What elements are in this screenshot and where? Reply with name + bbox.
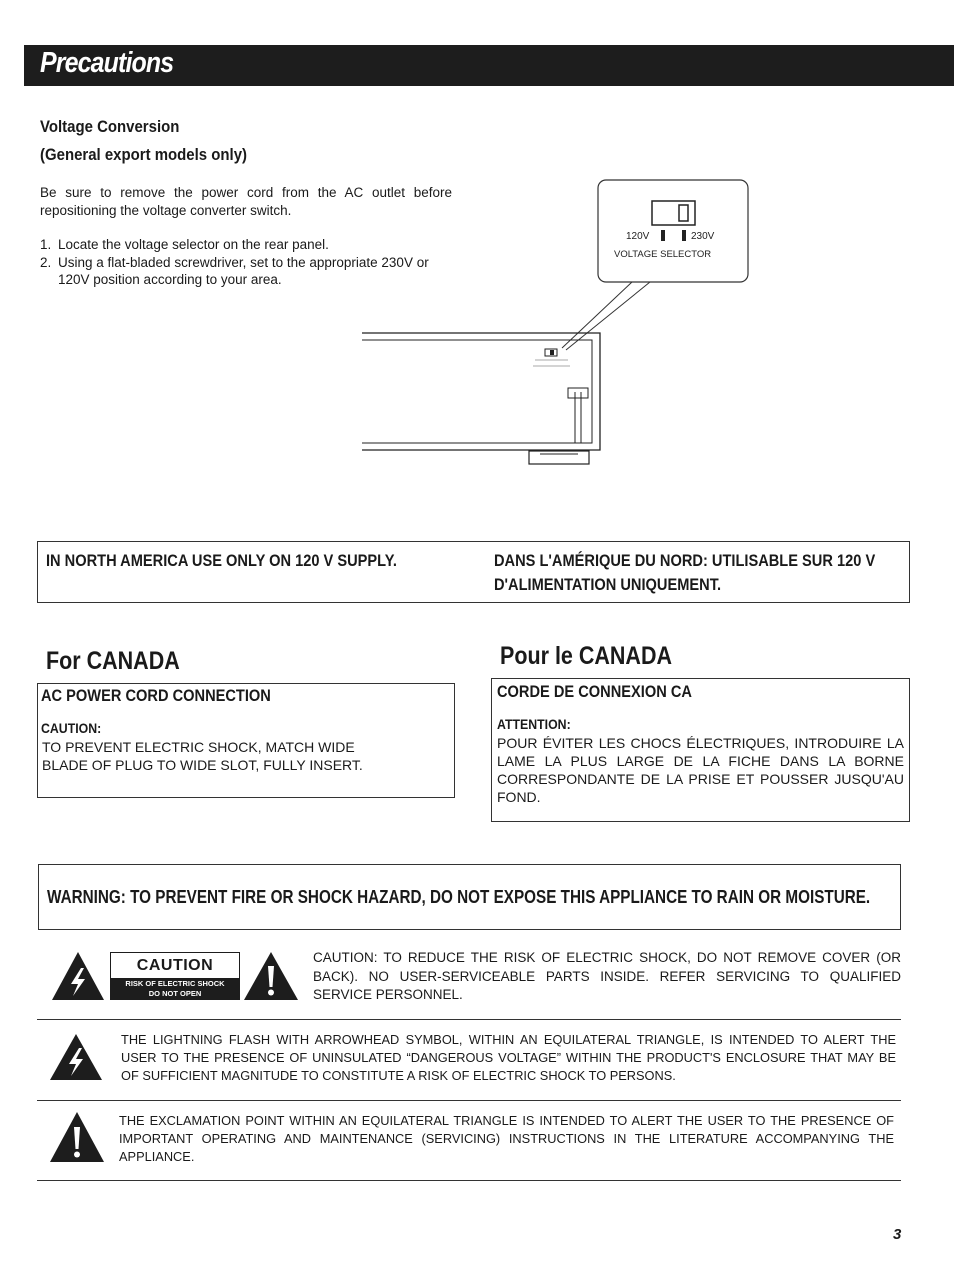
tick-230 <box>682 230 686 241</box>
power-inlet <box>568 388 588 398</box>
voltage-switch-knob <box>679 205 688 221</box>
caution-label-box <box>110 952 240 1000</box>
canada-fr-heading: Pour le CANADA <box>500 642 673 670</box>
divider-1 <box>37 1019 901 1020</box>
step-1-number: 1. <box>40 237 52 252</box>
step-2-number: 2. <box>40 254 52 270</box>
lightning-flash-icon <box>48 1032 104 1082</box>
north-america-en: IN NORTH AMERICA USE ONLY ON 120 V SUPPLY. <box>46 551 397 570</box>
exclamation-text: THE EXCLAMATION POINT WITHIN AN EQUILATERAL TRIANGLE IS INTENDED TO ALERT THE USER TO THE PRESENCE OF IMPORTANT OPERATING AND MAINTENANCE (SERVICING) INSTRUCTIONS IN THE LITERATURE ACCOMPANYING THE APPLIANCE. <box>119 1113 894 1164</box>
label-voltage-selector: VOLTAGE SELECTOR <box>614 249 712 260</box>
page-number: 3 <box>893 1226 902 1243</box>
label-120v: 120V <box>626 231 650 242</box>
callout-pointer <box>562 282 632 348</box>
canada-fr-box-title: CORDE DE CONNEXION CA <box>497 682 692 701</box>
lightning-triangle-icon <box>50 950 106 1002</box>
caution-label-title: CAUTION <box>136 957 214 974</box>
voltage-switch-small-knob <box>550 350 554 355</box>
caution-text: CAUTION: TO REDUCE THE RISK OF ELECTRIC SHOCK, DO NOT REMOVE COVER (OR BACK). NO USER-SERVICEABLE PARTS INSIDE. REFER SERVICING TO QUALIFIED SERVICE PERSONNEL. <box>313 950 901 1002</box>
canada-fr-text: POUR ÉVITER LES CHOCS ÉLECTRIQUES, INTRODUIRE LA LAME LA PLUS LARGE DE LA FICHE DANS LA BORNE CORRESPONDANTE DE LA PRISE ET POUSSER JUSQU'AU FOND. <box>497 735 904 805</box>
tick-120 <box>661 230 665 241</box>
step-2-text: Using a flat-bladed screwdriver, set to the appropriate 230V or 120V position according to your area. <box>58 254 429 287</box>
exclamation-point-icon <box>48 1110 106 1164</box>
voltage-heading-line1: Voltage Conversion <box>40 117 180 136</box>
voltage-heading-line2: (General export models only) <box>40 145 248 164</box>
caution-label-sub1: RISK OF ELECTRIC SHOCK <box>125 979 225 988</box>
canada-en-box-title: AC POWER CORD CONNECTION <box>41 686 271 705</box>
divider-3 <box>37 1180 901 1181</box>
exclamation-triangle-icon <box>242 950 300 1002</box>
canada-en-line2: BLADE OF PLUG TO WIDE SLOT, FULLY INSERT. <box>42 757 363 773</box>
callout-bubble <box>598 180 748 282</box>
unit-outer-outline <box>362 333 600 450</box>
label-230v: 230V <box>691 231 715 242</box>
north-america-fr-line2: D'ALIMENTATION UNIQUEMENT. <box>494 575 722 594</box>
canada-fr-caution-label: ATTENTION: <box>497 716 571 732</box>
unit-foot <box>529 451 589 464</box>
voltage-intro: Be sure to remove the power cord from the AC outlet before repositioning the voltage converter switch. <box>40 185 452 218</box>
rear-panel-diagram <box>340 175 760 470</box>
caution-label-sub2: DO NOT OPEN <box>148 989 202 998</box>
lightning-text: THE LIGHTNING FLASH WITH ARROWHEAD SYMBOL, WITHIN AN EQUILATERAL TRIANGLE, IS INTENDED TO ALERT THE USER TO THE PRESENCE OF UNINSULATED “DANGEROUS VOLTAGE” WITHIN THE PRODUCT'S ENCLOSURE THAT MAY BE OF SUFFICIENT MAGNITUDE TO CONSTITUTE A RISK OF ELECTRIC SHOCK TO PERSONS. <box>121 1032 896 1083</box>
north-america-fr-line1: DANS L'AMÉRIQUE DU NORD: UTILISABLE SUR 120 V <box>494 551 876 570</box>
canada-en-caution-label: CAUTION: <box>41 720 102 736</box>
page-title: Precautions <box>40 47 174 79</box>
canada-en-heading: For CANADA <box>46 647 180 675</box>
warning-text: WARNING: TO PREVENT FIRE OR SHOCK HAZARD, DO NOT EXPOSE THIS APPLIANCE TO RAIN OR MOISTURE. <box>47 887 871 907</box>
step-1-text: Locate the voltage selector on the rear panel. <box>58 237 329 252</box>
divider-2 <box>37 1100 901 1101</box>
canada-en-line1: TO PREVENT ELECTRIC SHOCK, MATCH WIDE <box>42 739 355 755</box>
caution-label-subtitle <box>111 978 239 1000</box>
